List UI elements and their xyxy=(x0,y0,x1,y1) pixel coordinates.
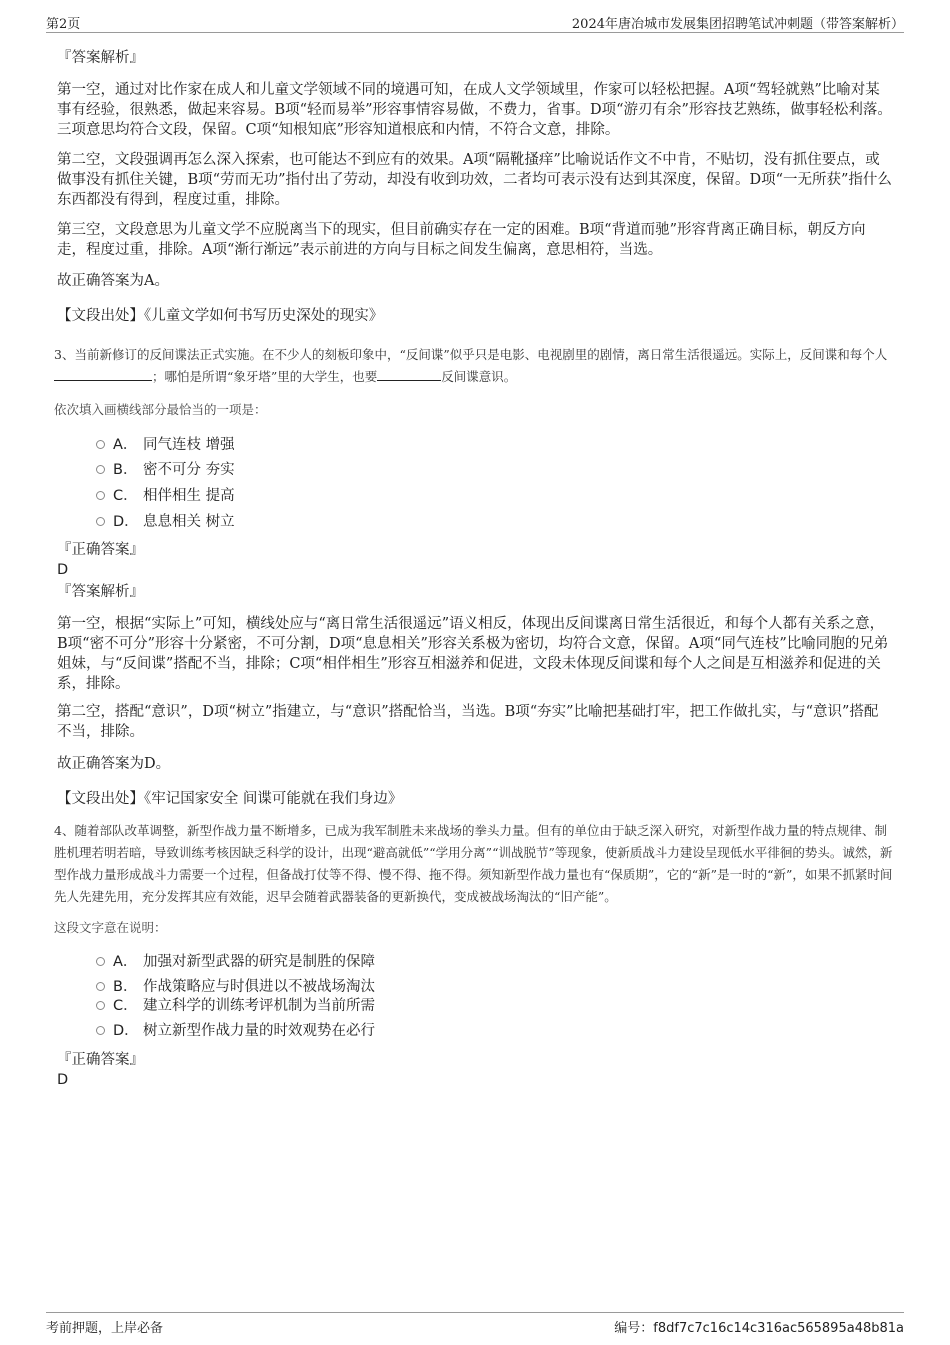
analysis-paragraph: 第二空，文段强调再怎么深入探索，也可能达不到应有的效果。A项“隔靴搔痒”比喻说话作文不中肯，不贴切，没有抓住要点，或做事没有抓住关键，B项“劳而无功”指付出了劳动，却没有收到功效，二者均可表示没有达到其深度，保留。D项“一无所获”指什么东西都没有得到，程度过重，排除。 xyxy=(57,152,892,208)
radio-icon[interactable] xyxy=(96,440,105,449)
analysis-paragraph: 第一空，根据“实际上”可知，横线处应与“离日常生活很遥远”语义相反，体现出反间谍离日常生活很近，和每个人都有关系之意，B项“密不可分”形容十分紧密，不可分割，D项“息息相关”形容关系极为密切，均符合文意，保留。A项“同气连枝”比喻同胞的兄弟姐妹，与“反间谍”搭配不当，排除；C项“相伴相生”形容互相滋养和促进，文段未体现反间谍和每个人之间是互相滋养和促进的关系，排除。 xyxy=(57,616,889,692)
question-3-stem: 3、当前新修订的反间谍法正式实施。在不少人的刻板印象中，“反间谍”似乎只是电影、电视剧里的剧情，离日常生活很遥远。实际上，反间谍和每个人；哪怕是所谓“象牙塔”里的大学生，也要 反间谍意识。 xyxy=(54,347,888,384)
source-line: 【文段出处】《儿童文学如何书写历史深处的现实》 xyxy=(57,308,384,324)
question-4-prompt: 这段文字意在说明： xyxy=(54,920,167,935)
radio-icon[interactable] xyxy=(96,957,105,966)
analysis-paragraph: 第二空，搭配“意识”，D项“树立”指建立，与“意识”搭配恰当，当选。B项“夯实”比喻把基础打牢，把工作做扎实，与“意识”搭配不当，排除。 xyxy=(57,704,879,740)
option-b[interactable]: B． 作战策略应与时俱进以不被战场淘汰 xyxy=(96,976,375,998)
radio-icon[interactable] xyxy=(96,1001,105,1010)
analysis-label: 『答案解析』 xyxy=(57,584,144,600)
option-d[interactable]: D． 息息相关 树立 xyxy=(96,511,235,533)
question-4-stem: 4、随着部队改革调整，新型作战力量不断增多，已成为我军制胜未来战场的拳头力量。但有的单位由于缺乏深入研究，对新型作战力量的特点规律、制胜机理若明若暗，导致训练考核因缺乏科学的设计，出现“避高就低”“学用分离”“训战脱节”等现象，使新质战斗力建设呈现低水平徘徊的势头。诚然，新型作战力量形成战斗力需要一个过程，但备战打仗等不得、慢不得、拖不得。须知新型作战力量也有“保质期”，它的“新”是一时的“新”，如果不抓紧时间先人先建先用，充分发挥其应有效能，迟早会随着武器装备的更新换代，变成被战场淘汰的“旧产能”。 xyxy=(54,823,893,904)
page-header xyxy=(46,10,904,33)
blank-2 xyxy=(377,368,441,381)
question-3-prompt: 依次填入画横线部分最恰当的一项是： xyxy=(54,402,267,417)
analysis-paragraph: 第三空，文段意思为儿童文学不应脱离当下的现实，但目前确实存在一定的困难。B项“背道而驰”形容背离正确目标，朝反方向走，程度过重，排除。A项“渐行渐远”表示前进的方向与目标之间发生偏离，意思相符，当选。 xyxy=(57,222,866,258)
option-d[interactable]: D． 树立新型作战力量的时效观势在必行 xyxy=(96,1020,375,1042)
analysis-label: 『答案解析』 xyxy=(57,50,144,66)
option-a[interactable]: A． 同气连枝 增强 xyxy=(96,434,235,456)
correct-answer: D xyxy=(57,1072,69,1088)
option-c[interactable]: C． 相伴相生 提高 xyxy=(96,485,235,507)
radio-icon[interactable] xyxy=(96,465,105,474)
blank-1 xyxy=(54,368,152,381)
document-title: 2024年唐冶城市发展集团招聘笔试冲刺题（带答案解析） xyxy=(571,17,904,32)
page-footer xyxy=(46,1312,904,1337)
page-number: 第2页 xyxy=(46,17,81,32)
radio-icon[interactable] xyxy=(96,491,105,500)
radio-icon[interactable] xyxy=(96,517,105,526)
document-code: 编号：f8df7c7c16c14c316ac565895a48b81a xyxy=(614,1321,904,1336)
radio-icon[interactable] xyxy=(96,982,105,991)
correct-answer-label: 『正确答案』 xyxy=(57,542,144,558)
radio-icon[interactable] xyxy=(96,1026,105,1035)
option-c[interactable]: C． 建立科学的训练考评机制为当前所需 xyxy=(96,995,375,1017)
source-line: 【文段出处】《牢记国家安全 间谍可能就在我们身边》 xyxy=(57,791,403,807)
option-a[interactable]: A． 加强对新型武器的研究是制胜的保障 xyxy=(96,951,375,973)
option-b[interactable]: B． 密不可分 夯实 xyxy=(96,459,235,481)
correct-answer: D xyxy=(57,562,69,578)
footer-slogan: 考前押题，上岸必备 xyxy=(46,1321,164,1336)
answer-line: 故正确答案为A。 xyxy=(57,273,169,289)
answer-line: 故正确答案为D。 xyxy=(57,756,171,772)
correct-answer-label: 『正确答案』 xyxy=(57,1052,144,1068)
analysis-paragraph: 第一空，通过对比作家在成人和儿童文学领域不同的境遇可知，在成人文学领域里，作家可以轻松把握。A项“驾轻就熟”比喻对某事有经验，很熟悉，做起来容易。B项“轻而易举”形容事情容易做，不费力，省事。D项“游刃有余”形容技艺熟练，做事轻松利落。三项意思均符合文段，保留。C项“知根知底”形容知道根底和内情，不符合文意，排除。 xyxy=(57,82,892,138)
